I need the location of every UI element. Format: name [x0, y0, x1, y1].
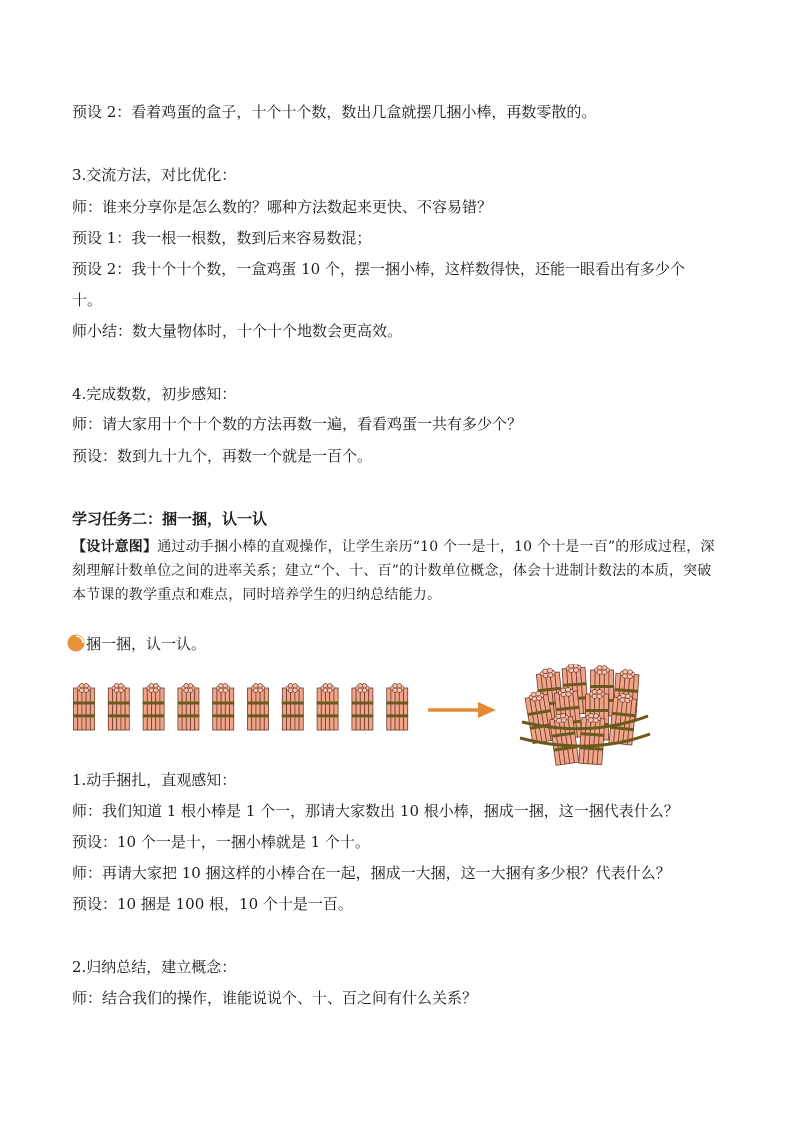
paragraph-preset-2: 预设 2：看着鸡蛋的盒子，十个十个数，数出几盒就摆几捆小棒，再数零散的。 [72, 103, 597, 121]
activity-title-text: 捆一捆，认一认。 [86, 635, 207, 653]
section-heading-1: 1.动手捆扎，直观感知： [72, 771, 237, 789]
preset-answer: 预设：数到九十九个，再数一个就是一百个。 [72, 447, 373, 465]
section-heading-3: 3.交流方法，对比优化： [72, 166, 237, 184]
preset-1-answer: 预设 1：我一根一根数，数到后来容易数混； [72, 229, 372, 247]
section-heading-4: 4.完成数数，初步感知： [72, 385, 237, 403]
section-heading-2: 2.归纳总结，建立概念： [72, 958, 237, 976]
teacher-question: 师：谁来分享你是怎么数的？哪种方法数起来更快、不容易错？ [72, 198, 493, 216]
preset-answer-3: 预设：10 捆是 100 根，10 个十是一百。 [72, 895, 353, 913]
activity-title [66, 633, 206, 654]
task-heading: 学习任务二：捆一捆，认一认 [72, 510, 268, 528]
teacher-question-2: 师：我们知道 1 根小棒是 1 个一，那请大家数出 10 根小棒，捆成一捆，这一捆代表什么？ [72, 802, 679, 820]
stick-bundle [282, 684, 304, 730]
stick-bundle [386, 684, 408, 730]
teacher-prompt: 师：请大家用十个十个数的方法再数一遍，看看鸡蛋一共有多少个？ [72, 415, 523, 433]
design-intent [72, 535, 722, 607]
hundred-big-bundle [520, 664, 650, 765]
teacher-summary: 师小结：数大量物体时，十个十个地数会更高效。 [72, 322, 403, 340]
teacher-question-4: 师：结合我们的操作，谁能说说个、十、百之间有什么关系？ [72, 989, 478, 1007]
stick-bundle [578, 713, 605, 765]
stick-bundles-illustration [70, 664, 670, 772]
preset-answer-2: 预设：10 个一是十，一捆小棒就是 1 个十。 [72, 833, 370, 851]
preset-2-answer-cont: 十。 [72, 291, 103, 309]
stick-bundle [73, 684, 95, 730]
arrow-icon [428, 702, 496, 718]
teacher-question-3: 师：再请大家把 10 捆这样的小棒合在一起，捆成一大捆，这一大捆有多少根？代表什么？ [72, 864, 671, 882]
design-intent-label: 【设计意图】 [72, 539, 158, 555]
ten-small-bundles [73, 684, 408, 730]
stick-bundle [212, 684, 234, 730]
stick-bundle [108, 684, 130, 730]
stick-bundle [177, 684, 199, 730]
stick-bundle [317, 684, 339, 730]
bullet-icon [66, 633, 86, 653]
stick-bundle [143, 684, 165, 730]
preset-2-answer: 预设 2：我十个十个数，一盒鸡蛋 10 个，摆一捆小棒，这样数得快，还能一眼看出有多少个 [72, 260, 685, 278]
stick-bundle [247, 684, 269, 730]
stick-bundle [351, 684, 373, 730]
design-intent-text: 通过动手捆小棒的直观操作，让学生亲历“10 个一是十，10 个十是一百”的形成过程，深刻理解计数单位之间的进率关系；建立“个、十、百”的计数单位概念，体会十进制计数法的本质，突破本节课的教学重点和难点，同时培养学生的归纳总结能力。 [72, 539, 715, 603]
